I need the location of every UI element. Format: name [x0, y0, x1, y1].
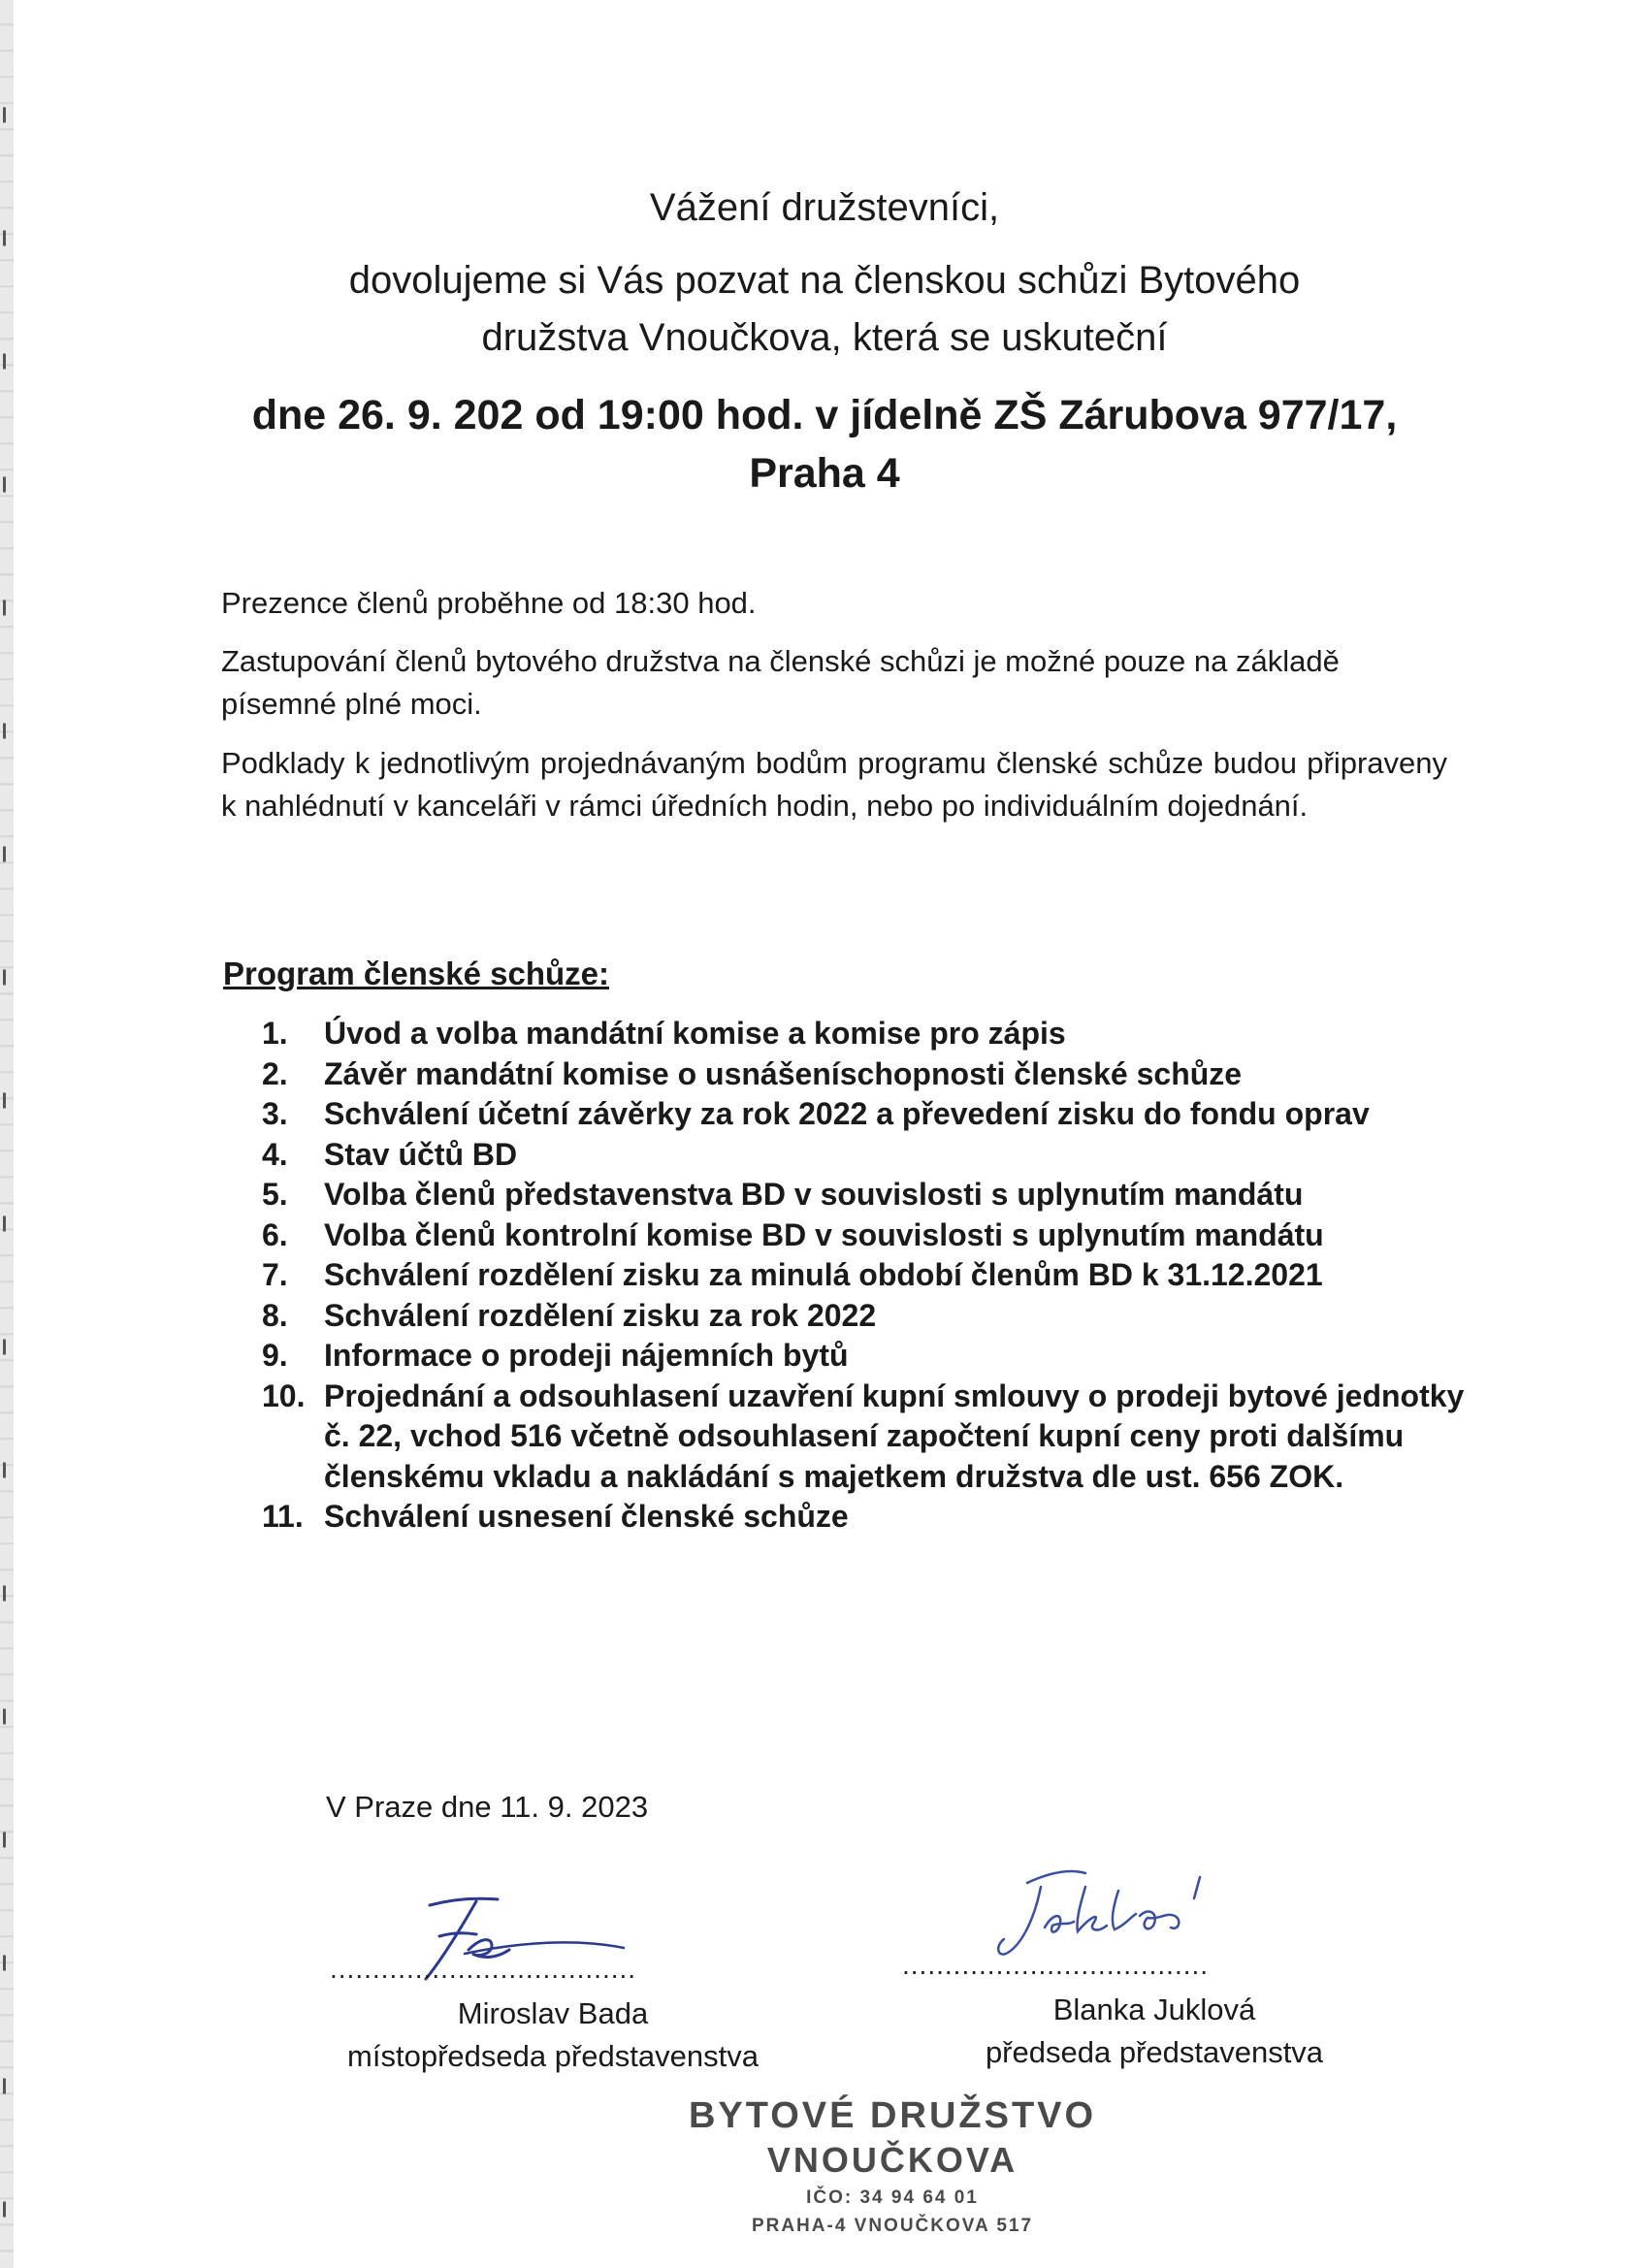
program-item-number: 1.	[262, 1016, 288, 1051]
signatory-1-name: Miroslav Bada	[457, 1996, 649, 2030]
program-item-text: Úvod a volba mandátní komise a komise pro zápis	[324, 1016, 1066, 1051]
program-item-number: 3.	[262, 1096, 288, 1131]
stamp-line-4: PRAHA-4 VNOUČKOVA 517	[751, 2216, 1034, 2236]
signature-line-2: ....................................	[902, 1950, 1210, 1980]
meeting-date-location: dne 26. 9. 202 od 19:00 hod. v jídelně ZŠ Zárubova 977/17,	[251, 392, 1398, 438]
program-item-text: Volba členů kontrolní komise BD v souvislosti s uplynutím mandátu	[324, 1216, 1324, 1252]
program-item	[262, 1135, 1465, 1176]
cooperative-stamp	[640, 2093, 1145, 2239]
program-item-text: Schválení rozdělení zisku za rok 2022	[324, 1297, 877, 1333]
program-item-number: 9.	[262, 1338, 288, 1373]
program-item	[262, 1377, 1465, 1498]
program-item-number: 8.	[262, 1297, 288, 1333]
program-item-text: Volba členů představenstva BD v souvislosti s uplynutím mandátu	[324, 1177, 1304, 1212]
greeting: Vážení družstevníci,	[649, 186, 1000, 229]
program-item-number: 5.	[262, 1177, 288, 1212]
signatory-1-role: místopředseda představenstva	[347, 2039, 759, 2073]
program-item-text: Projednání a odsouhlasení uzavření kupní smlouvy o prodeji bytové jednotky č. 22, vchod 516 včetně odsouhlasení započtení kupní ceny proti dalšímu členskému vkladu a nakládání s majetkem družstva dle ust. 656 ZOK.	[324, 1377, 1465, 1494]
program-item	[262, 1054, 1465, 1095]
intro-line-2: družstva Vnoučkova, která se uskuteční	[481, 316, 1168, 359]
program-item-text: Schválení rozdělení zisku za minulá období členům BD k 31.12.2021	[324, 1257, 1323, 1292]
program-item	[262, 1296, 1465, 1337]
program-item	[262, 1175, 1465, 1215]
program-item-number: 4.	[262, 1136, 288, 1172]
program-item	[262, 1497, 1465, 1538]
signature-line-1: ....................................	[330, 1954, 637, 1984]
signatory-1	[291, 1993, 815, 2078]
stamp-line-2: VNOUČKOVA	[766, 2140, 1018, 2180]
program-item-number: 11.	[262, 1499, 304, 1534]
intro-line-1: dovolujeme si Vás pozvat na členskou schůzi Bytového	[348, 259, 1301, 302]
program-item	[262, 1014, 1465, 1054]
program-item-text: Stav účtů BD	[324, 1136, 518, 1172]
signatory-2-role: předseda představenstva	[985, 2035, 1324, 2069]
program-item-number: 7.	[262, 1257, 288, 1292]
program-item-text: Schválení usnesení členské schůze	[324, 1499, 849, 1534]
stamp-line-3: IČO: 34 94 64 01	[806, 2187, 979, 2208]
signature-blanka-juklova	[985, 1858, 1237, 1964]
meeting-city: Praha 4	[749, 450, 900, 497]
program-item-text: Závěr mandátní komise o usnášeníschopnosti členské schůze	[324, 1055, 1243, 1091]
presence-paragraph: Prezence členů proběhne od 18:30 hod.	[221, 586, 757, 620]
stamp-line-1: BYTOVÉ DRUŽSTVO	[688, 2095, 1097, 2136]
place-date: V Praze dne 11. 9. 2023	[326, 1790, 649, 1824]
signatory-2-name: Blanka Juklová	[1052, 1993, 1256, 2026]
program-item	[262, 1336, 1465, 1377]
program-item	[262, 1094, 1465, 1135]
program-item	[262, 1215, 1465, 1256]
program-title: Program členské schůze:	[223, 956, 609, 991]
program-item-number: 10.	[262, 1377, 306, 1413]
program-item-number: 6.	[262, 1216, 288, 1252]
program-item-text: Schválení účetní závěrky za rok 2022 a převedení zisku do fondu oprav	[324, 1096, 1370, 1131]
signatory-2	[873, 1989, 1436, 2074]
representation-paragraph: Zastupování členů bytového družstva na členské schůzi je možné pouze na základě písemné plné moci.	[221, 644, 1340, 721]
documents-paragraph: Podklady k jednotlivým projednávaným bodům programu členské schůze budou připraveny k nahlédnutí v kanceláři v rámci úředních hodin, nebo po individuálním dojednání.	[221, 746, 1447, 823]
program-item	[262, 1255, 1465, 1296]
program-item-text: Informace o prodeji nájemních bytů	[324, 1338, 849, 1373]
program-list	[262, 1014, 1465, 1538]
program-item-number: 2.	[262, 1055, 288, 1091]
